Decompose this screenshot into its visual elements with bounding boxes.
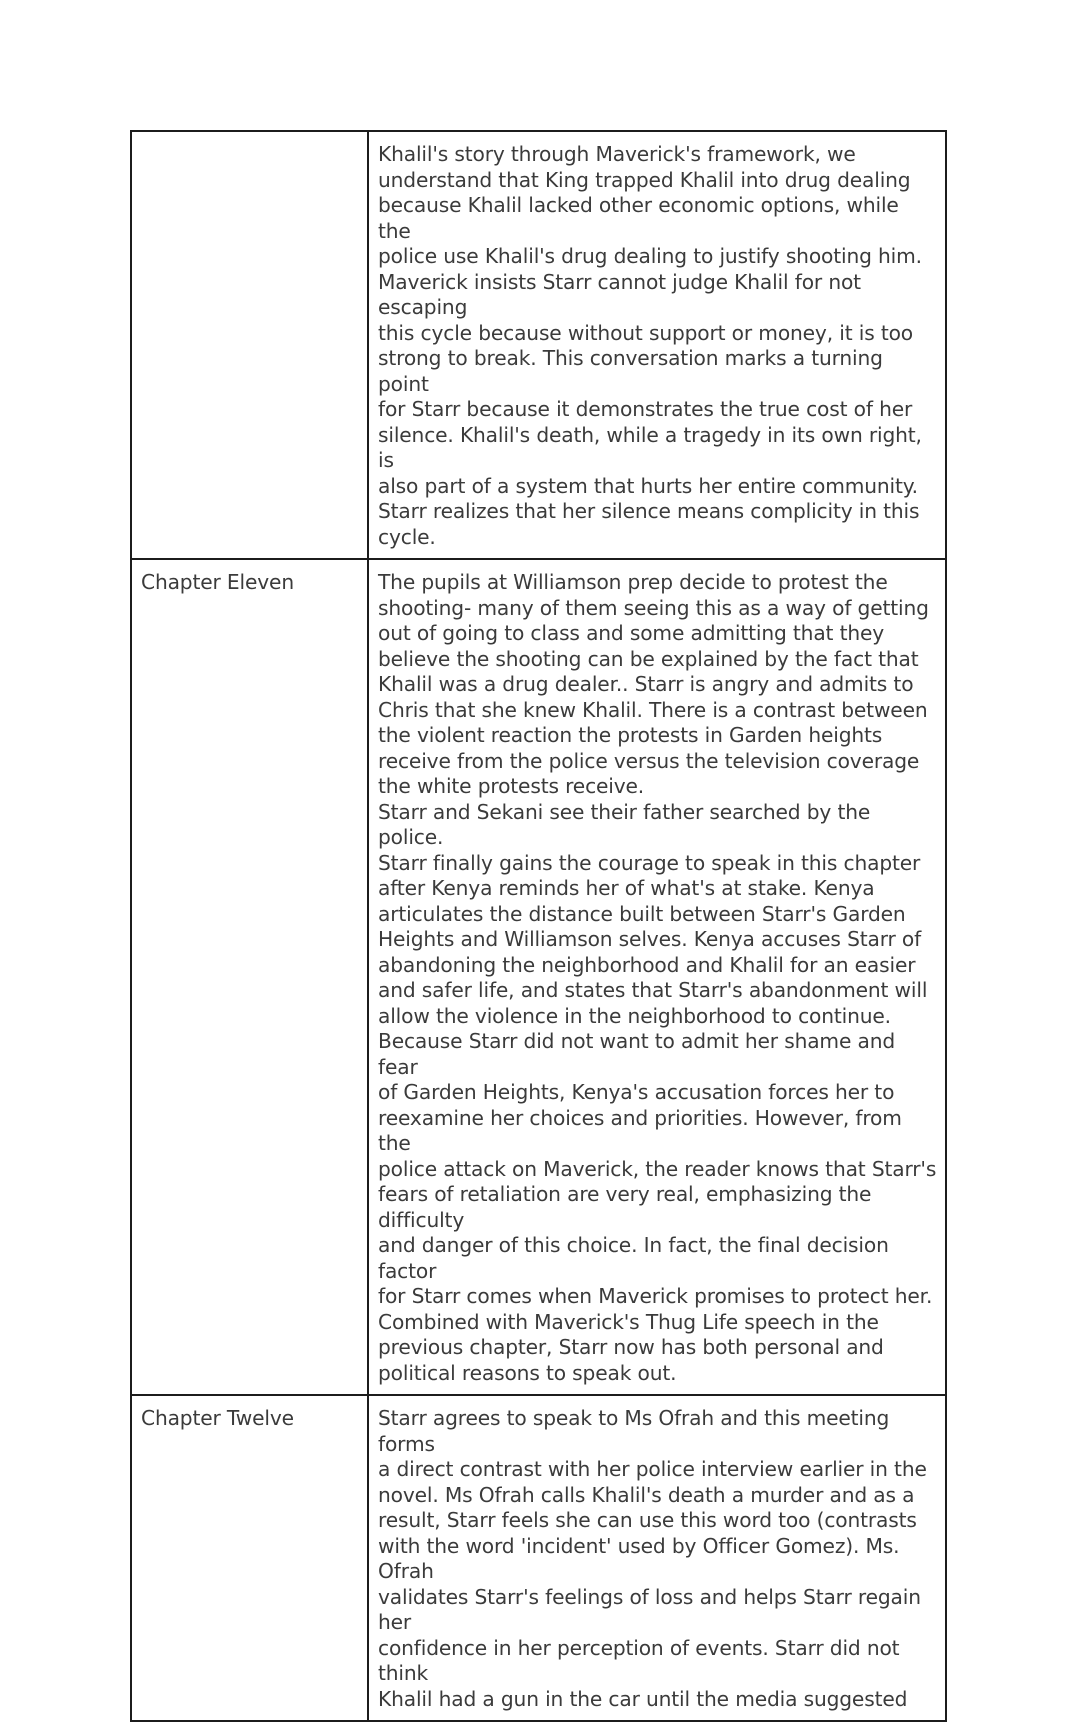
table-row	[131, 1395, 946, 1721]
chapter-label: Chapter Eleven	[141, 570, 294, 594]
summary-paragraph: Khalil's story through Maverick's framework, we understand that King trapped Khalil into drug dealing because Khalil lacked other economic options, while the police use Khalil's drug dealing to justify shooting him. Maverick insists Starr cannot judge Khalil for not escaping this cycle because without support or money, it is too strong to break. This conversation marks a turning point for Starr because it demonstrates the true cost of her silence. Khalil's death, while a tragedy in its own right, is also part of a system that hurts her entire community. Starr realizes that her silence means complicity in this cycle.	[378, 142, 922, 549]
chapter-label: Chapter Twelve	[141, 1406, 294, 1430]
summary-paragraph: The pupils at Williamson prep decide to protest the shooting- many of them seeing this as a way of getting out of going to class and some admitting that they believe the shooting can be explained by the fact that Khalil was a drug dealer.. Starr is angry and admits to Chris that she knew Khalil. There is a contrast between the violent reaction the protests in Garden heights receive from the police versus the television coverage the white protests receive.	[378, 570, 929, 798]
table-row	[131, 131, 946, 559]
chapter-cell	[131, 131, 368, 559]
summary-cell	[368, 131, 946, 559]
summary-cell	[368, 559, 946, 1395]
summary-cell	[368, 1395, 946, 1721]
summary-paragraph: Starr and Sekani see their father searched by the police. Starr finally gains the courage to speak in this chapter after Kenya reminds her of what's at stake. Kenya articulates the distance built between Starr's Garden Heights and Williamson selves. Kenya accuses Starr of abandoning the neighborhood and Khalil for an easier and safer life, and states that Starr's abandonment will allow the violence in the neighborhood to continue. Because Starr did not want to admit her shame and fear of Garden Heights, Kenya's accusation forces her to reexamine her choices and priorities. However, from the police attack on Maverick, the reader knows that Starr's fears of retaliation are very real, emphasizing the difficulty and danger of this choice. In fact, the final decision factor for Starr comes when Maverick promises to protect her. Combined with Maverick's Thug Life speech in the previous chapter, Starr now has both personal and political reasons to speak out.	[378, 799, 937, 1385]
summary-paragraph: Starr agrees to speak to Ms Ofrah and this meeting forms a direct contrast with her police interview earlier in the novel. Ms Ofrah calls Khalil's death a murder and as a result, Starr feels she can use this word too (contrasts with the word 'incident' used by Officer Gomez). Ms. Ofrah validates Starr's feelings of loss and helps Starr regain her confidence in her perception of events. Starr did not think Khalil had a gun in the car until the media suggested	[378, 1406, 927, 1711]
table-row	[131, 559, 946, 1395]
chapter-cell	[131, 559, 368, 1395]
chapter-notes-table	[130, 130, 947, 1722]
chapter-cell	[131, 1395, 368, 1721]
